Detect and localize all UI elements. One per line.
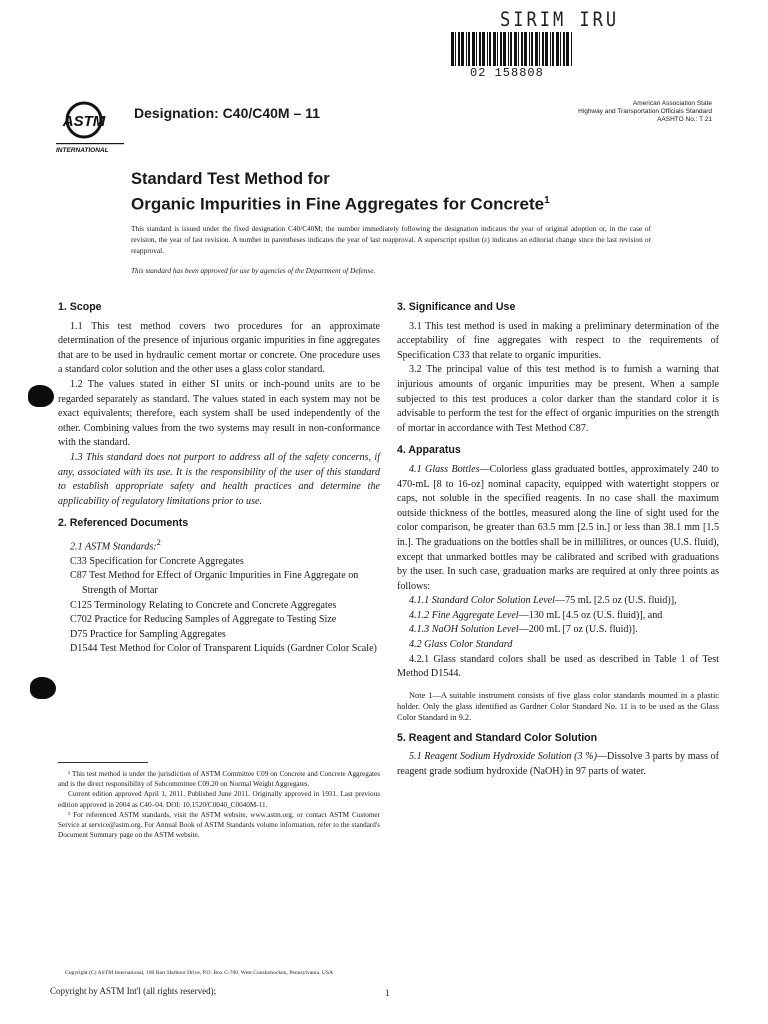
item-text: —Colorless glass graduated bottles, approximately 240 to 470-mL [8 to 16-oz] nominal capacity, equipped with watertight stoppers or caps, not soluble in the specified reagents. In no case shall the maximum outside thickness of the bottles, measured along the line of sight used for the color comparison, be greater than 63.5 mm [2.5 in.] or less than 38.1 mm [1.5 in.]. The graduations on the bottles shall be in millilitres, or ounces (U.S. fluid), except that unmarked bottles may be calibrated and scribed with graduations by the user. In such case, graduation marks are required at only three points as follows: [397, 463, 719, 592]
paragraph [397, 594, 719, 609]
item-text: —200 mL [7 oz (U.S. fluid)]. [518, 624, 638, 636]
subheading: 2.1 ASTM Standards: [70, 541, 157, 553]
reference-item: C33 Specification for Concrete Aggregates [70, 555, 244, 567]
copyright-line: Copyright (C) ASTM International, 100 Barr Harbour Drive, P.O. Box C-700, West Conshohocken, Pennsylvania. USA [65, 970, 334, 976]
page-number: 1 [385, 988, 390, 998]
barcode [451, 32, 573, 66]
document-title [131, 169, 550, 215]
footnotes [58, 769, 380, 840]
paragraph [397, 463, 719, 594]
right-column [397, 300, 719, 780]
footnote-mark: 2 [156, 537, 161, 547]
reference-item: C87 Test Method for Effect of Organic Impurities in Fine Aggregate on Strength of Mortar [70, 570, 359, 597]
title-footnote-mark: 1 [544, 195, 550, 206]
scan-mark [28, 385, 54, 407]
section-heading: 2. Referenced Documents [58, 517, 189, 530]
aashto-line: American Association State [632, 100, 712, 107]
section-heading: 1. Scope [58, 301, 102, 313]
section-heading: 4. Apparatus [397, 444, 461, 457]
note: Note 1—A suitable instrument consists of five glass color standards mounted in a plastic holder. Only the glass identified as Gardner Color Standard No. 11 is to be used as the Glass Color Standard in 9.2. [397, 690, 719, 722]
copyright-line: Copyright by ASTM Int'l (all rights reserved); [50, 986, 217, 996]
reference-item: C125 Terminology Relating to Concrete and Concrete Aggregates [70, 599, 337, 611]
section-heading: 5. Reagent and Standard Color Solution [397, 731, 598, 744]
footnote-rule [58, 762, 148, 763]
footnote: Current edition approved April 1, 2011. Published June 2011. Originally approved in 1931. Last previous edition approved in 2004 as C40–04. DOI: 10.1520/C0040_C0040M-11. [58, 790, 380, 809]
item-label: 4.1.2 Fine Aggregate Level [409, 609, 519, 621]
aashto-line: AASHTO No.: T 21 [657, 116, 712, 123]
left-column [58, 300, 380, 657]
paragraph [397, 750, 719, 779]
paragraph: 1.3 This standard does not purport to address all of the safety concerns, if any, associated with its use. It is the responsibility of the user of this standard to establish appropriate safety and health practices and determine the applicability of regulatory limitations prior to use. [58, 451, 380, 507]
footnote: ¹ This test method is under the jurisdiction of ASTM Committee C09 on Concrete and Concrete Aggregates and is the direct responsibility of Subcommittee C09.20 on Normal Weight Aggregates. [58, 770, 380, 789]
logo-caption: INTERNATIONAL [56, 147, 109, 154]
paragraph: 4.2 Glass Color Standard [409, 639, 513, 651]
paragraph [397, 609, 719, 624]
section-heading: 3. Significance and Use [397, 301, 516, 313]
paragraph: 1.2 The values stated in either SI units or inch-pound units are to be regarded separately as standard. The values stated in each system may not be exact equivalents; therefore, each system shall be used independently of the other. Combining values from the two systems may result in non-conformance with the standard. [58, 378, 380, 449]
stamp-text: SIRIM IRU [500, 8, 620, 32]
paragraph: 1.1 This test method covers two procedures for an approximate determination of the presence of injurious organic impurities in fine aggregates that are to be used in hydraulic cement mortar or concrete. One procedure uses a standard color solution and the other uses a glass color standard. [58, 320, 380, 376]
aashto-block [512, 100, 712, 124]
defense-note: This standard has been approved for use by agencies of the Department of Defense. [131, 266, 376, 275]
paragraph [397, 623, 719, 638]
standard-issue-note: This standard is issued under the fixed designation C40/C40M; the number immediately following the designation indicates the year of original adoption or, in the case of revision, the year of last revision. A number in parentheses indicates the year of last reapproval. A superscript epsilon (ε) indicates an editorial change since the last revision or reapproval. [131, 224, 651, 255]
aashto-line: Highway and Transportation Officials Standard [578, 108, 712, 115]
designation: Designation: C40/C40M – 11 [134, 105, 320, 121]
reference-item: D1544 Test Method for Color of Transparent Liquids (Gardner Color Scale) [70, 643, 377, 655]
item-label: 5.1 Reagent Sodium Hydroxide Solution (3 %) [409, 751, 597, 763]
item-label: 4.1.3 NaOH Solution Level [409, 624, 519, 636]
reference-item: D75 Practice for Sampling Aggregates [70, 628, 226, 640]
item-text: —Dissolve 3 parts by mass of reagent grade sodium hydroxide (NaOH) in 97 parts of water. [397, 751, 719, 778]
paragraph: 3.1 This test method is used in making a preliminary determination of the acceptability of fine aggregates with respect to the requirements of Specification C33 that relate to organic impurities. [397, 320, 719, 361]
paragraph: 3.2 The principal value of this test method is to furnish a warning that injurious amounts of organic impurities may be present. When a sample subjected to this test produces a color darker than the standard color it is advisable to perform the test for the effect of organic impurities on the strength of mortar in accordance with Test Method C87. [397, 364, 719, 434]
barcode-number: 02 158808 [470, 66, 544, 80]
svg-text:ASTM: ASTM [62, 113, 106, 130]
item-text: —130 mL [4.5 oz (U.S. fluid)], and [518, 609, 663, 621]
item-label: 4.1 Glass Bottles [409, 463, 480, 475]
title-line2: Organic Impurities in Fine Aggregates for Concrete [131, 194, 545, 214]
title-line1: Standard Test Method for [131, 170, 330, 188]
paragraph: 4.2.1 Glass standard colors shall be used as described in Table 1 of Test Method D1544. [397, 653, 719, 680]
item-label: 4.1.1 Standard Color Solution Level [409, 595, 555, 607]
reference-item: C702 Practice for Reducing Samples of Aggregate to Testing Size [70, 614, 337, 626]
item-text: —75 mL [2.5 oz (U.S. fluid)], [555, 595, 677, 607]
scan-mark [30, 677, 56, 699]
astm-logo [56, 96, 124, 154]
footnote: ² For referenced ASTM standards, visit the ASTM website, www.astm.org, or contact ASTM Customer Service at service@astm.org. For Annual Book of ASTM Standards volume information, refer to the standard's Document Summary page on the ASTM website. [58, 810, 380, 840]
